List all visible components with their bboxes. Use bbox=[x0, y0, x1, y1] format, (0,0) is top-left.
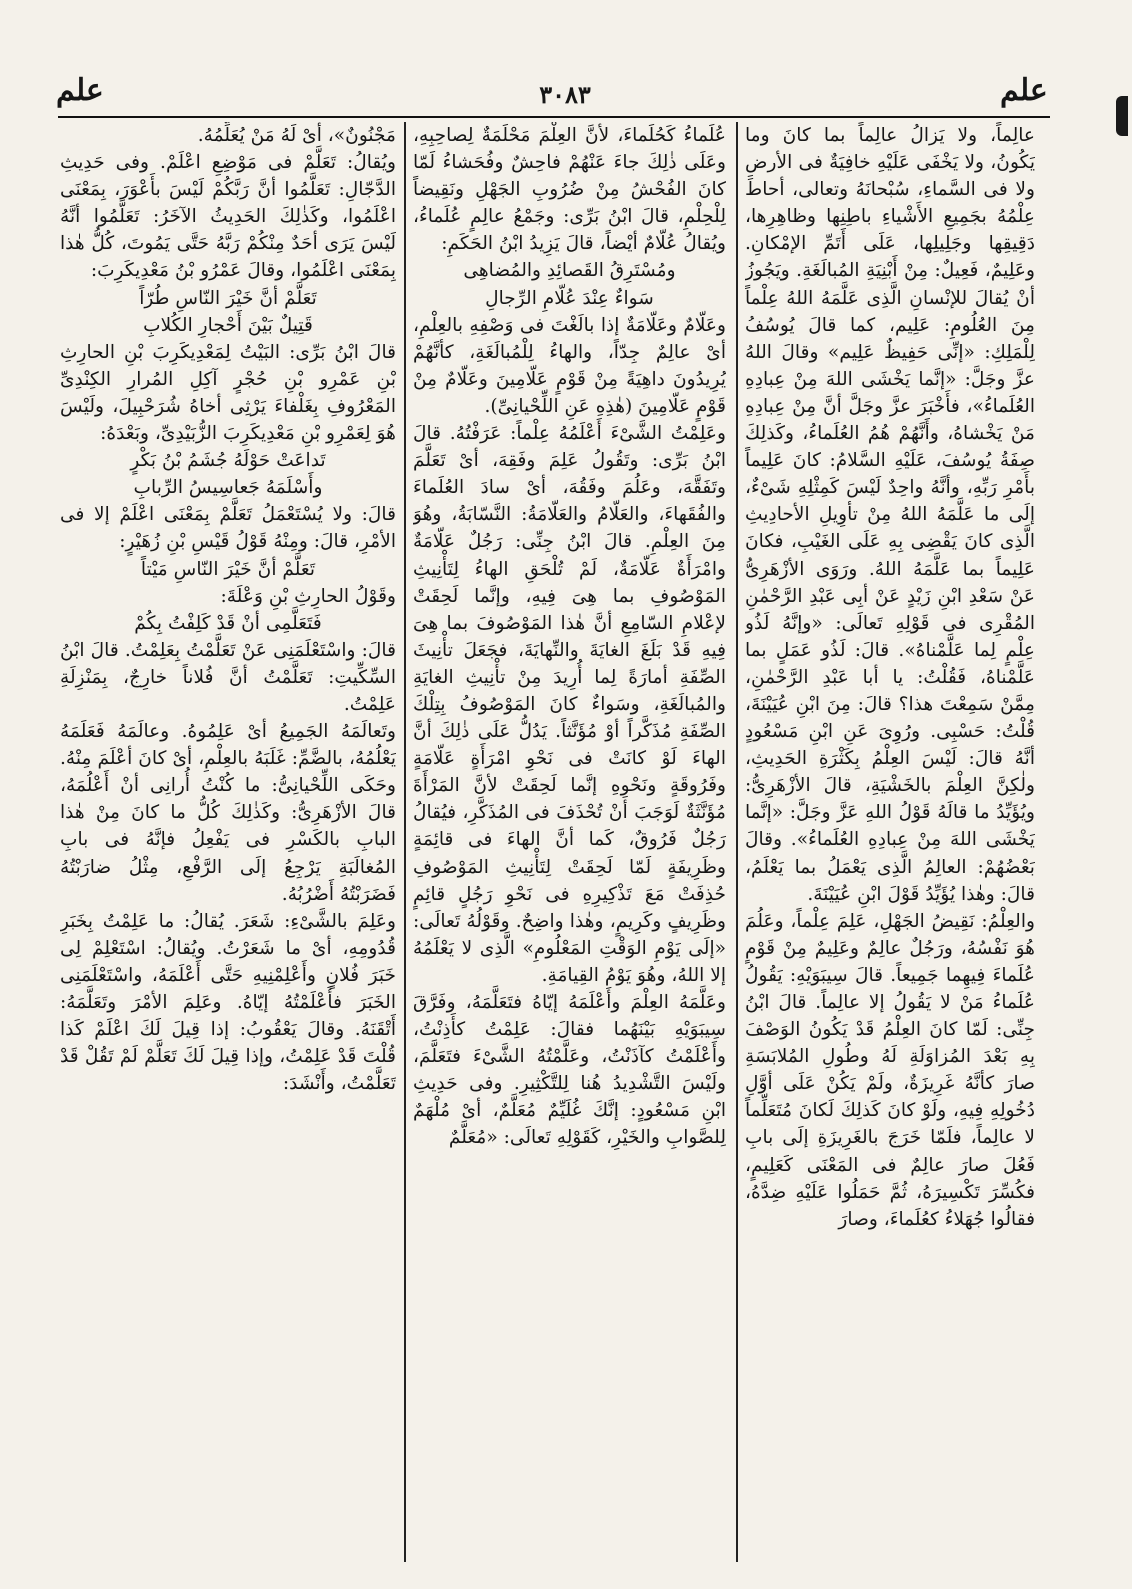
paragraph: عالِماً، ولا يَزالُ عالِماً بما كانَ وما يَكُونُ، ولا يَخْفَى عَلَيْهِ خافِيَةٌ فى الأرضِ ولا فى السَّماءِ، سُبْحانَهُ وتعالى، أحاطَ عِلْمُهُ بجَمِيعِ الأَشْياءِ باطِنِها وظاهِرِها، دَقِيقِها وجَلِيلِها، عَلَى أَتَمِّ الإمْكانِ. وعَلِيمٌ، فَعِيلٌ: مِنْ أَبْنِيَةِ المُبالَغَةِ. ويَجُوزُ أنْ يُقالَ للإنْسانِ الَّذِى عَلَّمَهُ اللهُ عِلْماً مِنَ العُلُومِ: عَلِيم، كما قالَ يُوسُفُ لِلْمَلِكِ: «إنِّى حَفِيظٌ عَلِيم» وقالَ اللهُ عزَّ وجَلَّ: «إنَّما يَخْشَى اللهَ مِنْ عِبادِهِ العُلَماءُ»، فأَخْبَرَ عزَّ وجَلَّ أنَّ مِنْ عِبادِهِ مَنْ يَخْشاهُ، وأَنَّهُمْ هُمُ العُلَماءُ، وكَذلِكَ صِفَةُ يُوسُفَ، عَلَيْهِ السَّلامُ: كانَ عَلِيماً بأَمْرِ رَبِّهِ، وأنَّهُ واحِدٌ لَيْسَ كَمِثْلِهِ شَىْءٌ، إلَى ما عَلَّمَهُ اللهُ مِنْ تأوِيلِ الأحادِيثِ الَّذِى كانَ يَقْضِى بِهِ عَلَى الغَيْبِ، فكانَ عَلِيماً بما عَلَّمَهُ اللهُ. ورَوَى الأزْهَرِىُّ عَنْ سَعْدِ ابْنِ زَيْدٍ عَنْ أبِى عَبْدِ الرَّحْمٰنِ المُقْرِى فى قَوْلِهِ تَعالَى: «وإنَّهُ لَذُو عِلْمٍ لِما عَلَّمْناهُ». قالَ: لَذُو عَمَلٍ بما عَلَّمْناهُ، فَقُلْتُ: يا أبا عَبْدِ الرَّحْمٰنِ، مِمَّنْ سَمِعْتَ هذا؟ قالَ: مِنَ ابْنِ عُيَيْنَةَ، قُلْتُ: حَسْبِى. ورُوِىَ عَنِ ابْنِ مَسْعُودٍ أنَّهُ قالَ: لَيْسَ العِلْمُ بِكَثْرَةِ الحَدِيثِ، ولٰكِنَّ العِلْمَ بالخَشْيَةِ، قالَ الأزْهَرِىُّ: ويُؤَيِّدُ ما قالَهُ قَوْلُ اللهِ عَزَّ وجَلَّ: «إنَّما يَخْشَى اللهَ مِنْ عِبادِهِ العُلَماءُ». وقالَ بَعْضُهُمْ: العالِمُ الَّذِى يَعْمَلُ بما يَعْلَمُ، قالَ: وهٰذا يُؤَيِّدُ قَوْلَ ابْنِ عُيَيْنَةَ. bbox=[745, 125, 1035, 905]
column-divider-right bbox=[736, 122, 738, 1562]
header-rule bbox=[58, 116, 1050, 118]
verse-line: وأَسْلَمَهُ جَعاسِيسُ الرِّبابِ bbox=[133, 477, 323, 499]
page-number: ٣٠٨٣ bbox=[539, 80, 591, 109]
header-left-word: علم bbox=[56, 73, 104, 108]
page-edge-mark bbox=[1116, 96, 1128, 136]
paragraph: قالَ ابْنُ بَرِّى: البَيْتُ لِمَعْدِيكَرِبَ بْنِ الحارِثِ بْنِ عَمْرِو بْنِ حُجْرٍ آكِلِ المُرارِ الكِنْدِىِّ المَعْرُوفِ بِغَلْفاءَ يَرْثِى أخاهُ شُرَحْبِيلَ، ولَيْسَ هُوَ لِعَمْرِو بْنِ مَعْدِيكَرِبَ الزُّبَيْدِىِّ، وبَعْدَهُ: bbox=[60, 341, 396, 445]
column-middle bbox=[413, 122, 726, 1562]
column-divider-left bbox=[404, 122, 406, 1562]
paragraph: وعَلّامٌ وعَلّامَةٌ إذا بالَغْتَ فى وَصْفِهِ بالعِلْمِ، أىْ عالِمٌ جِدّاً، والهاءُ لِلْمُبالَغَةِ، كأنَّهُمْ يُرِيدُونَ داهِيَةً مِنْ قَوْمٍ عَلّامِينَ وعَلّامٌ مِنْ قَوْمٍ عَلّامِينَ (هٰذِهِ عَنِ اللِّحْيانِىِّ). bbox=[413, 314, 726, 417]
verse-line: قَتِيلٌ بَيْنَ أَحْجارِ الكُلابِ bbox=[143, 314, 313, 336]
paragraph: وعَلِمَ بالشَّىْءِ: شَعَرَ. يُقالُ: ما عَلِمْتُ بِخَبَرِ قُدُومِهِ، أىْ ما شَعَرْتُ. ويُقالُ: اسْتَعْلِمْ لِى خَبَرَ فُلانٍ وأَعْلِمْنِيهِ حَتَّى أَعْلَمَهُ، واسْتَعْلَمَنِى الخَبَرَ فأَعْلَمْتُهُ إيّاهُ. وعَلِمَ الأمْرَ وتَعَلَّمَهُ: أَتْقَنَهُ. وقالَ يَعْقُوبُ: إذا قِيلَ لَكَ اعْلَمْ كَذا قُلْتَ قَدْ عَلِمْتُ، وإذا قِيلَ لَكَ تَعَلَّمْ لَمْ تَقُلْ قَدْ تَعَلَّمْتُ، وأَنْشَدَ: bbox=[60, 910, 396, 1095]
header-right-word: علم bbox=[1000, 73, 1048, 108]
column-left bbox=[60, 122, 396, 1562]
verse-line: تَعَلَّمْ أنَّ خَيْرَ النّاسِ مَيْتاً bbox=[140, 558, 316, 580]
paragraph: مَجْنُونٌ»، أىْ لَهُ مَنْ يُعَلِّمُهُ. bbox=[197, 125, 396, 146]
paragraph: عُلَماءُ كَحُلَماءَ، لأنَّ العِلْمَ مَحْلَمَةٌ لِصاحِبِهِ، وعَلَى ذٰلِكَ جاءَ عَنْهُمْ فاحِشٌ وفُحَشاءُ لَمّا كانَ الفُحْشُ مِنْ ضُرُوبِ الجَهْلِ ونَقِيضاً لِلْحِلْمِ، قالَ ابْنُ بَرِّى: وجَمْعُ عالِمٍ عُلَماءُ، ويُقالُ عُلّامٌ أيْضاً، قالَ يَزِيدُ ابْنُ الحَكَمِ: bbox=[413, 125, 726, 255]
verse-line: تَعَلَّمْ أنَّ خَيْرَ النّاسِ طُرّاً bbox=[139, 287, 317, 309]
paragraph: وقَوْلُ الحارِثِ بْنِ وَعْلَةَ: bbox=[220, 585, 396, 607]
paragraph: وعَلَّمَهُ العِلْمَ وأَعْلَمَهُ إيّاهُ فتَعَلَّمَهُ، وفَرَّقَ سِيبَوَيْهِ بَيْنَهُما فقالَ: عَلِمْتُ كأَذِنْتُ، وأَعْلَمْتُ كآذَنْتُ، وعَلَّمْتُهُ الشَّىْءَ فتَعَلَّمَ، ولَيْسَ التَّشْدِيدُ هُنا لِلتَّكْثِيرِ. وفى حَدِيثِ ابْنِ مَسْعُودٍ: إنَّكَ غُلَيِّمٌ مُعَلَّمٌ، أىْ مُلْهَمٌ لِلصَّوابِ والخَيْرِ، كَقَوْلِهِ تَعالَى: «مُعَلَّمٌ bbox=[413, 992, 726, 1149]
paragraph: ويُقالُ: تَعَلَّمْ فى مَوْضِعِ اعْلَمْ. وفى حَدِيثِ الدَّجّالِ: تَعَلَّمُوا أنَّ رَبَّكُمْ لَيْسَ بأَعْوَرَ، بِمَعْنَى اعْلَمُوا، وكَذٰلِكَ الحَدِيثُ الآخَرُ: تَعَلَّمُوا أنَّهُ لَيْسَ يَرَى أحَدٌ مِنْكُمْ رَبَّهُ حَتَّى يَمُوتَ، كُلُّ هٰذا بِمَعْنَى اعْلَمُوا، وقالَ عَمْرُو بْنُ مَعْدِيكَرِبَ: bbox=[60, 152, 396, 282]
paragraph: وعَلِمْتُ الشَّىْءَ أَعْلَمُهُ عِلْماً: عَرَفْتُهُ. قالَ ابْنُ بَرِّى: وتَقُولُ عَلِمَ وفَقِهَ، أىْ تَعَلَّمَ وتَفَقَّهَ، وعَلُمَ وفَقُهَ، أىْ سادَ العُلَماءَ والفُقَهاءَ، والعَلّامُ والعَلّامَةُ: النَّسّابَةُ، وهُوَ مِنَ العِلْمِ. قالَ ابْنُ جِنِّى: رَجُلٌ عَلّامَةٌ وامْرَأَةٌ عَلّامَةٌ، لَمْ تُلْحَقِ الهاءُ لِتَأْنِيثِ المَوْصُوفِ بما هِىَ فِيهِ، وإنَّما لَحِقَتْ لإعْلامِ السّامِعِ أنَّ هٰذا المَوْصُوفَ بما هِىَ فِيهِ قَدْ بَلَغَ الغايَةَ والنِّهايَةَ، فجَعَلَ تأْنِيثَ الصِّفَةِ أمارَةً لِما أُرِيدَ مِنْ تأْنِيثِ الغايَةِ والمُبالَغَةِ، وسَواءٌ كانَ المَوْصُوفُ بِتِلْكَ الصِّفَةِ مُذَكَّراً أوْ مُؤَنَّثاً. يَدُلُّ عَلَى ذٰلِكَ أنَّ الهاءَ لَوْ كانَتْ فى نَحْوِ امْرَأَةٍ عَلّامَةٍ وفَرُوقَةٍ ونَحْوِهِ إنَّما لَحِقَتْ لأنَّ المَرْأَةَ مُؤَنَّثَةٌ لَوَجَبَ أنْ تُحْذَفَ فى المُذَكَّرِ، فيُقالُ رَجُلٌ فَرُوقٌ، كَما أنَّ الهاءَ فى قائِمَةٍ وظَرِيفَةٍ لَمّا لَحِقَتْ لِتَأْنِيثِ المَوْصُوفِ حُذِفَتْ مَعَ تَذْكِيرِهِ فى نَحْوِ رَجُلٍ قائِمٍ وظَرِيفٍ وكَرِيمٍ، وهٰذا واضِحٌ. وقَوْلُهُ تَعالَى: «إلَى يَوْمِ الوَقْتِ المَعْلُومِ» الَّذِى لا يَعْلَمُهُ إلا اللهُ، وهُوَ يَوْمُ القِيامَةِ. bbox=[413, 423, 726, 986]
verse-line: ومُسْتَرِقُ القَصائِدِ والمُضاهِى bbox=[463, 260, 676, 282]
verse-line: سَواءٌ عِنْدَ عُلّامِ الرِّجالِ bbox=[485, 287, 654, 309]
verse-line: تَداعَتْ حَوْلَهُ جُشَمُ بْنُ بَكْرٍ bbox=[130, 450, 326, 472]
column-right bbox=[745, 122, 1035, 1562]
paragraph: قالَ: ولا يُسْتَعْمَلُ تَعَلَّمْ بِمَعْنَى اعْلَمْ إلا فى الأمْرِ، قالَ: ومِنْهُ قَوْلُ قَيْسِ بْنِ زُهَيْرٍ: bbox=[60, 504, 396, 553]
verse-line: فَتَعَلَّمِى أنْ قَدْ كَلِفْتُ بِكُمْ bbox=[134, 612, 322, 634]
paragraph: قالَ: واسْتَعْلَمَنِى عَنْ تَعَلَّمْتُ بِعَلِمْتُ. قالَ ابْنُ السِّكِّيتِ: تَعَلَّمْتُ أنَّ فُلاناً خارِجٌ، بِمَنْزِلَةِ عَلِمْتُ. bbox=[60, 639, 396, 715]
paragraph: وتَعالَمَهُ الجَمِيعُ أىْ عَلِمُوهُ. وعالَمَهُ فَعَلَمَهُ يَعْلُمُهُ، بالضَّمِّ: غَلَبَهُ بالعِلْمِ، أىْ كانَ أعْلَمَ مِنْهُ. وحَكَى اللِّحْيانِىُّ: ما كُنْتُ أُرانِى أنْ أَعْلُمَهُ، قالَ الأزْهَرِىُّ: وكَذٰلِكَ كُلُّ ما كانَ مِنْ هٰذا البابِ بالكَسْرِ فى يَفْعِلُ فإنَّهُ فى بابِ المُغالَبَةِ يَرْجِعُ إلَى الرَّفْعِ، مِثْلُ ضارَبْتُهُ فَضَرَبْتُهُ أَضْرُبُهُ. bbox=[60, 721, 396, 905]
paragraph: والعِلْمُ: نَقِيضُ الجَهْلِ، عَلِمَ عِلْماً، وعَلُمَ هُوَ نَفْسُهُ، ورَجُلٌ عالِمٌ وعَلِيمٌ مِنْ قَوْمٍ عُلَماءَ فِيهِما جَمِيعاً. قالَ سِيبَوَيْهِ: يَقُولُ عُلَماءُ مَنْ لا يَقُولُ إلا عالِماً. قالَ ابْنُ جِنِّى: لَمّا كانَ العِلْمُ قَدْ يَكُونُ الوَصْفَ بِهِ بَعْدَ المُزاوَلَةِ لَهُ وطُولِ المُلابَسَةِ صارَ كأنَّهُ غَرِيزَةٌ، ولَمْ يَكُنْ عَلَى أوَّلِ دُخُولِهِ فِيهِ، ولَوْ كانَ كَذلِكَ لَكانَ مُتَعَلِّماً لا عالِماً، فلَمّا خَرَجَ بالغَرِيزَةِ إلَى بابِ فَعُلَ صارَ عالِمٌ فى المَعْنَى كَعَلِيمٍ، فكُسِّرَ تَكْسِيرَهُ، ثُمَّ حَمَلُوا عَلَيْهِ ضِدَّهُ، فقالُوا جُهَلاءُ كعُلَماءَ، وصارَ bbox=[745, 910, 1035, 1230]
